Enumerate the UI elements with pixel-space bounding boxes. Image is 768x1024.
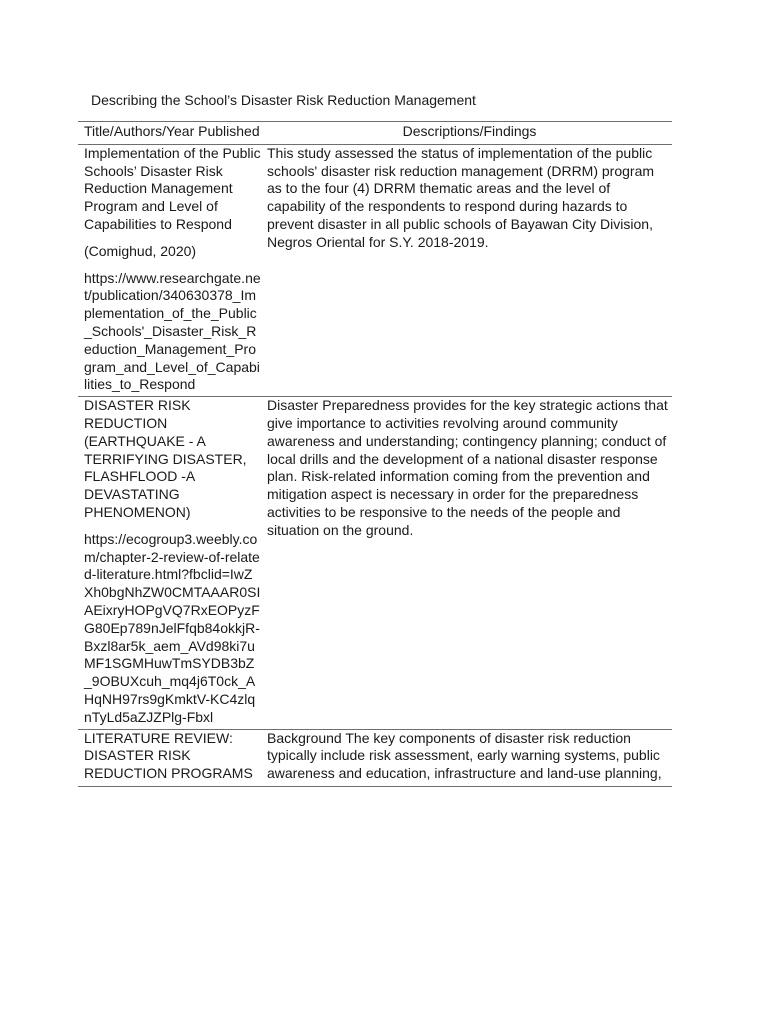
header-descriptions-findings: Descriptions/Findings xyxy=(402,123,537,139)
row-2-description: Disaster Preparedness provides for the key strategic actions that give importance to activities revolving around community awareness and understanding; contingency planning; conduct of local drills and the development of a national disaster response plan. Risk-related information coming from the prevention and mitigation aspect is necessary in order for the preparedness activities to be responsive to the needs of the people and situation on the ground. xyxy=(267,397,668,538)
row-1-url: https://​www.researchgate.net/​publication/​340630378_Implementation_of_the_Public_Schools'_Disaster_Risk_Reduction_Management_Program_and_Level_of_Capabilities_to_Respond xyxy=(84,269,261,393)
row-2-title-cell xyxy=(78,397,261,729)
header-title-authors-year: Title/Authors/Year Published xyxy=(84,123,260,139)
table-row xyxy=(78,397,672,729)
table-row xyxy=(78,729,672,786)
row-1-description: This study assessed the status of implementation of the public schools' disaster risk reduction management (DRRM) program as to the four (4) DRRM thematic areas and the level of capability of the respondents to respond during hazards to prevent disaster in all public schools of Bayawan City Division, Negros Oriental for S.Y. 2018-2019. xyxy=(267,144,655,250)
row-3-description: Background The key components of disaster risk reduction typically include risk assessment, early warning systems, public awareness and education, infrastructure and land-use planning, xyxy=(267,729,662,782)
row-3-title: LITERATURE REVIEW: DISASTER RISK REDUCTION PROGRAMS xyxy=(84,729,253,782)
row-2-title: DISASTER RISK REDUCTION (EARTHQUAKE - A TERRIFYING DISASTER, FLASHFLOOD -A DEVASTATING PHENOMENON) xyxy=(84,397,247,520)
row-3-title-cell xyxy=(78,729,261,786)
table-header-row xyxy=(78,122,672,145)
row-1-title: Implementation of the Public Schools’ Disaster Risk Reduction Management Program and Level of Capabilities to Respond xyxy=(84,144,261,232)
row-1-description-cell xyxy=(261,144,672,396)
literature-table xyxy=(78,121,672,787)
row-2-url: https://​ecogroup3.weebly.com/​chapter-2-review-of-​related-literature.html?​fbclid=IwZXh0bgNhZW0CMTAAAR0SIAEixryHOPgVQ7RxEOPyzFG80Ep789nJelFfqb84okkjR-Bxzl8ar5k_aem_AVd98ki7uMF1SGMHuwTmSYDB3bZ_9OBUXcuh_mq4j6T0ck_AHqNH97rs9gKmktV-KC4zlqnTyLd5aZJZPlg-Fbxl xyxy=(84,530,261,725)
row-2-description-cell xyxy=(261,397,672,729)
row-3-description-cell xyxy=(261,729,672,786)
row-1-title-cell xyxy=(78,144,261,396)
table-row xyxy=(78,144,672,396)
document-heading: Describing the School’s Disaster Risk Reduction Management xyxy=(91,92,476,108)
row-1-citation: (Comighud, 2020) xyxy=(84,242,197,259)
